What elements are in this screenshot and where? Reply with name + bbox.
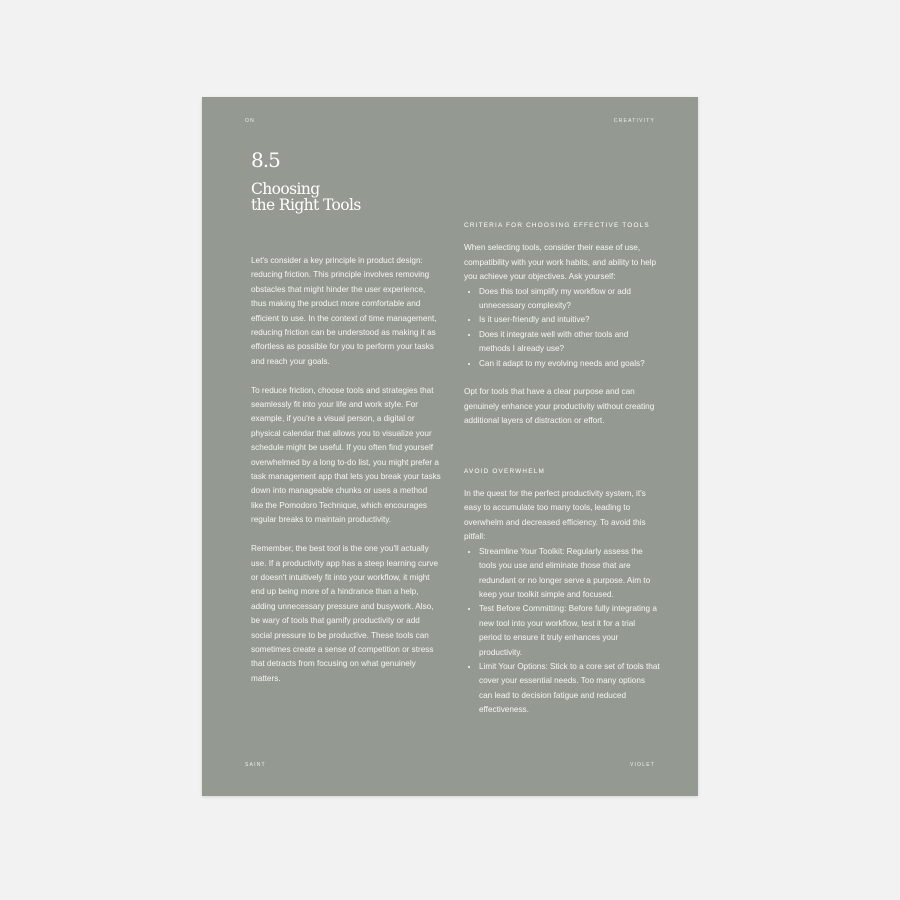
section-heading-criteria: CRITERIA FOR CHOOSING EFFECTIVE TOOLS: [464, 222, 650, 229]
section-heading-overwhelm: AVOID OVERWHELM: [464, 467, 545, 475]
header-right: CREATIVITY: [613, 118, 655, 124]
chapter-title: [251, 181, 411, 213]
list-item: • Limit Your Options: Stick to a core set of tools that cover your essential needs. Too many options can lead to decision fatigue and reduced effectiveness.: [479, 660, 660, 718]
criteria-intro: When selecting tools, consider their ease of use, compatibility with your work habits, and ability to help you achieve your objectives. Ask yourself:: [464, 243, 657, 282]
list-item: • Does it integrate well with other tools and methods I already use?: [479, 328, 660, 357]
document-page: [202, 97, 698, 796]
overwhelm-intro: In the quest for the perfect productivity system, it's easy to accumulate too many tools, leading to overwhelm and decreased efficiency. To avoid this pitfall:: [464, 489, 646, 542]
body-paragraph: Let's consider a key principle in product design: reducing friction. This principle involves removing obstacles that might hinder the user experience, thus making the product more comfortable and efficient to use. In the context of time management, reducing friction can be understood as making it as effortless as possible for you to perform your tasks and reach your goals.: [251, 256, 437, 366]
list-item: • Is it user-friendly and intuitive?: [479, 313, 660, 327]
body-paragraph: To reduce friction, choose tools and strategies that seamlessly fit into your life and work style. For example, if you're a visual person, a digital or physical calendar that allows you to visualize your schedule might be useful. If you often find yourself overwhelmed by a long to-do list, you might prefer a task management app that lets you break your tasks down into manageable chunks or uses a method like the Pomodoro Technique, which encourages regular breaks to maintain productivity.: [251, 385, 441, 525]
list-item: • Streamline Your Toolkit: Regularly assess the tools you use and eliminate those that are redundant or no longer serve a purpose. Aim to keep your toolkit simple and focused.: [479, 545, 660, 603]
criteria-outro: Opt for tools that have a clear purpose and can genuinely enhance your productivity without creating additional layers of distraction or effort.: [464, 387, 655, 426]
list-item: • Can it adapt to my evolving needs and goals?: [479, 357, 660, 371]
header-left: ON: [245, 118, 255, 124]
list-item: • Test Before Committing: Before fully integrating a new tool into your workflow, test it for a trial period to ensure it truly enhances your productivity.: [479, 602, 660, 660]
right-column: [464, 219, 660, 718]
chapter-title-line2: the Right Tools: [251, 196, 361, 214]
overwhelm-list: [464, 545, 660, 718]
criteria-list: [464, 285, 660, 371]
chapter-number: 8.5: [251, 148, 280, 172]
list-item: • Does this tool simplify my workflow or add unnecessary complexity?: [479, 285, 660, 314]
footer-left: SAINT: [245, 762, 266, 768]
footer-right: VIOLET: [630, 762, 655, 768]
left-column: [251, 254, 441, 701]
chapter-title-line1: Choosing: [251, 180, 320, 198]
body-paragraph: Remember, the best tool is the one you'll actually use. If a productivity app has a steep learning curve or doesn't intuitively fit into your workflow, it might end up being more of a hindrance than a help, adding unnecessary pressure and busywork. Also, be wary of tools that gamify productivity or add social pressure to be productive. These tools can sometimes create a sense of competition or stress that detracts from focusing on what genuinely matters.: [251, 544, 439, 683]
